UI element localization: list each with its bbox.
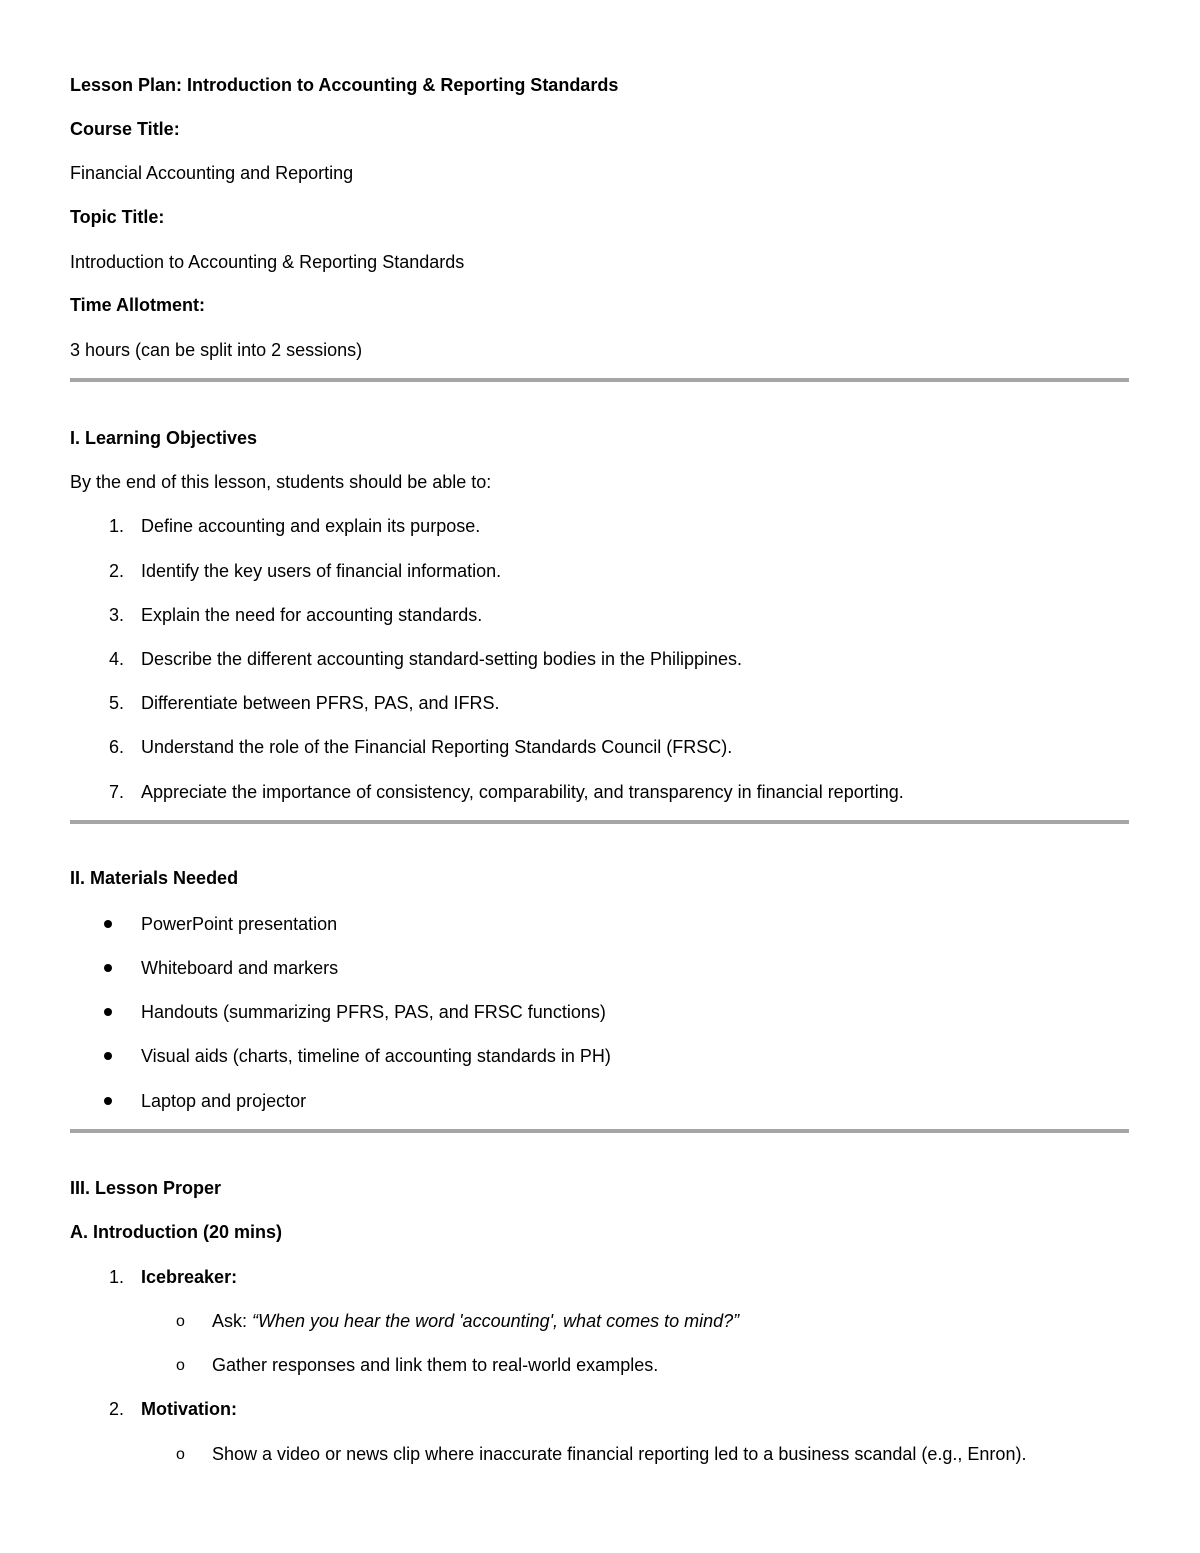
objective-number: 1. <box>108 516 124 536</box>
objective-number: 5. <box>108 693 124 713</box>
circle-bullet-icon: o <box>176 1357 185 1374</box>
time-allotment-label: Time Allotment: <box>70 295 206 315</box>
lesson-proper-heading: III. Lesson Proper <box>70 1178 222 1198</box>
objective-number: 3. <box>108 605 124 625</box>
objective-item: Differentiate between PFRS, PAS, and IFRS. <box>141 693 500 713</box>
topic-title-value: Introduction to Accounting & Reporting Standards <box>70 252 465 272</box>
objective-item: Identify the key users of financial information. <box>141 561 502 581</box>
step-number: 2. <box>108 1399 124 1419</box>
topic-title-label: Topic Title: <box>70 207 165 227</box>
ask-prefix: Ask: <box>212 1311 253 1331</box>
objectives-heading: I. Learning Objectives <box>70 428 258 448</box>
material-item: Whiteboard and markers <box>141 958 339 978</box>
objective-item: Appreciate the importance of consistency, comparability, and transparency in financial reporting. <box>141 782 904 802</box>
ask-quote: “When you hear the word 'accounting', what comes to mind?” <box>252 1311 740 1331</box>
objective-item: Define accounting and explain its purpose. <box>141 516 481 536</box>
section-divider <box>70 1129 1129 1133</box>
step-number: 1. <box>108 1267 124 1287</box>
motivation-video: Show a video or news clip where inaccurate financial reporting led to a business scandal (e.g., Enron). <box>212 1444 1027 1464</box>
circle-bullet-icon: o <box>176 1313 185 1330</box>
objective-number: 6. <box>108 737 124 757</box>
objective-item: Describe the different accounting standard-setting bodies in the Philippines. <box>141 649 743 669</box>
icebreaker-ask <box>212 1309 739 1333</box>
course-title-label: Course Title: <box>70 119 180 139</box>
bullet-icon <box>104 1097 112 1105</box>
material-item: Laptop and projector <box>141 1091 307 1111</box>
material-item: Visual aids (charts, timeline of accounting standards in PH) <box>141 1046 611 1066</box>
lesson-plan-title: Lesson Plan: Introduction to Accounting & Reporting Standards <box>70 75 619 95</box>
objective-item: Explain the need for accounting standards. <box>141 605 483 625</box>
step-label-icebreaker: Icebreaker: <box>141 1267 238 1287</box>
objectives-intro: By the end of this lesson, students should be able to: <box>70 472 492 492</box>
step-label-motivation: Motivation: <box>141 1399 237 1419</box>
material-item: PowerPoint presentation <box>141 914 338 934</box>
bullet-icon <box>104 1052 112 1060</box>
time-allotment-value: 3 hours (can be split into 2 sessions) <box>70 340 363 360</box>
introduction-subheading: A. Introduction (20 mins) <box>70 1222 283 1242</box>
bullet-icon <box>104 964 112 972</box>
bullet-icon <box>104 1008 112 1016</box>
material-item: Handouts (summarizing PFRS, PAS, and FRSC functions) <box>141 1002 606 1022</box>
bullet-icon <box>104 920 112 928</box>
objective-number: 2. <box>108 561 124 581</box>
objective-item: Understand the role of the Financial Reporting Standards Council (FRSC). <box>141 737 733 757</box>
section-divider <box>70 820 1129 824</box>
circle-bullet-icon: o <box>176 1446 185 1463</box>
objective-number: 4. <box>108 649 124 669</box>
section-divider <box>70 378 1129 382</box>
icebreaker-gather: Gather responses and link them to real-world examples. <box>212 1355 659 1375</box>
materials-heading: II. Materials Needed <box>70 868 239 888</box>
objective-number: 7. <box>108 782 124 802</box>
course-title-value: Financial Accounting and Reporting <box>70 163 354 183</box>
